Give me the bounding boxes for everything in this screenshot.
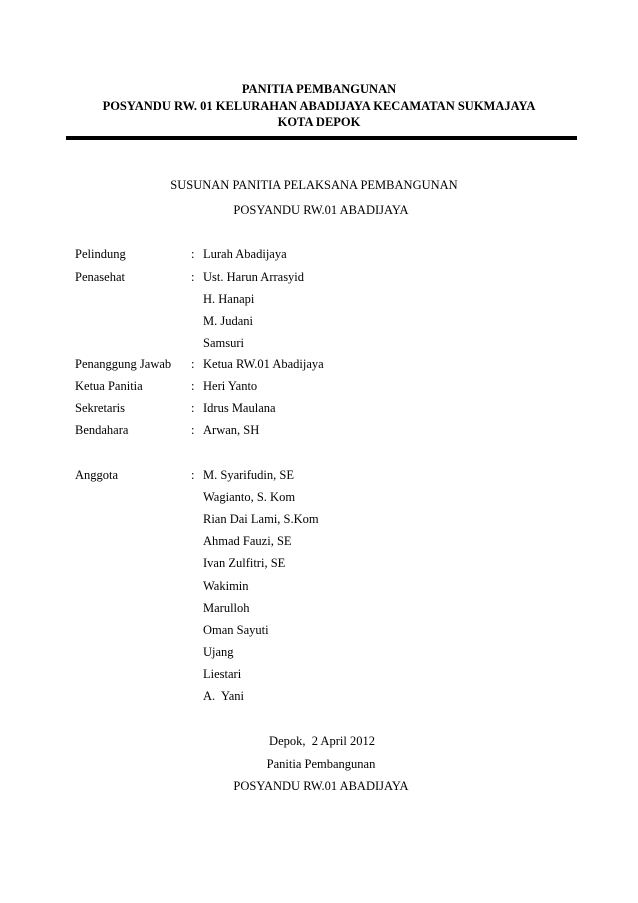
role-label-pelindung: Pelindung	[75, 247, 126, 261]
role-label-penanggung-jawab: Penanggung Jawab	[75, 357, 172, 371]
colon: :	[191, 270, 195, 284]
document-title: SUSUNAN PANITIA PELAKSANA PEMBANGUNAN	[170, 178, 458, 192]
member-name: Ahmad Fauzi, SE	[203, 534, 292, 548]
colon: :	[191, 468, 195, 482]
member-name: Samsuri	[203, 336, 244, 350]
colon: :	[191, 401, 195, 415]
member-name: Ust. Harun Arrasyid	[203, 270, 305, 284]
member-name: Ujang	[203, 645, 234, 659]
closing-place-date: Depok, 2 April 2012	[269, 734, 375, 748]
colon: :	[191, 247, 195, 261]
role-label-sekretaris: Sekretaris	[75, 401, 125, 415]
member-name: Rian Dai Lami, S.Kom	[203, 512, 319, 526]
member-name: A. Yani	[203, 689, 244, 703]
colon: :	[191, 423, 195, 437]
member-name: Marulloh	[203, 601, 250, 615]
member-name: Arwan, SH	[203, 423, 260, 437]
role-label-penasehat: Penasehat	[75, 270, 125, 284]
member-name: Wagianto, S. Kom	[203, 490, 296, 504]
closing-organization: POSYANDU RW.01 ABADIJAYA	[233, 779, 409, 793]
member-name: Liestari	[203, 667, 242, 681]
member-name: Idrus Maulana	[203, 401, 276, 415]
member-name: Oman Sayuti	[203, 623, 269, 637]
closing-committee: Panitia Pembangunan	[266, 757, 376, 771]
member-name: M. Judani	[203, 314, 253, 328]
member-name: Heri Yanto	[203, 379, 258, 393]
member-name: H. Hanapi	[203, 292, 255, 306]
member-name: Lurah Abadijaya	[203, 247, 287, 261]
letterhead-line-1: PANITIA PEMBANGUNAN	[241, 82, 397, 96]
member-name: Ivan Zulfitri, SE	[203, 556, 286, 570]
letterhead-divider	[66, 136, 577, 140]
colon: :	[191, 357, 195, 371]
role-label-bendahara: Bendahara	[75, 423, 129, 437]
role-label-ketua: Ketua Panitia	[75, 379, 143, 393]
member-name: Ketua RW.01 Abadijaya	[203, 357, 324, 371]
member-name: Wakimin	[203, 579, 249, 593]
document-subtitle: POSYANDU RW.01 ABADIJAYA	[233, 203, 409, 217]
letterhead-line-3: KOTA DEPOK	[277, 115, 361, 129]
letterhead-line-2: POSYANDU RW. 01 KELURAHAN ABADIJAYA KECAMATAN SUKMAJAYA	[102, 99, 536, 113]
colon: :	[191, 379, 195, 393]
role-label-anggota: Anggota	[75, 468, 119, 482]
member-name: M. Syarifudin, SE	[203, 468, 294, 482]
